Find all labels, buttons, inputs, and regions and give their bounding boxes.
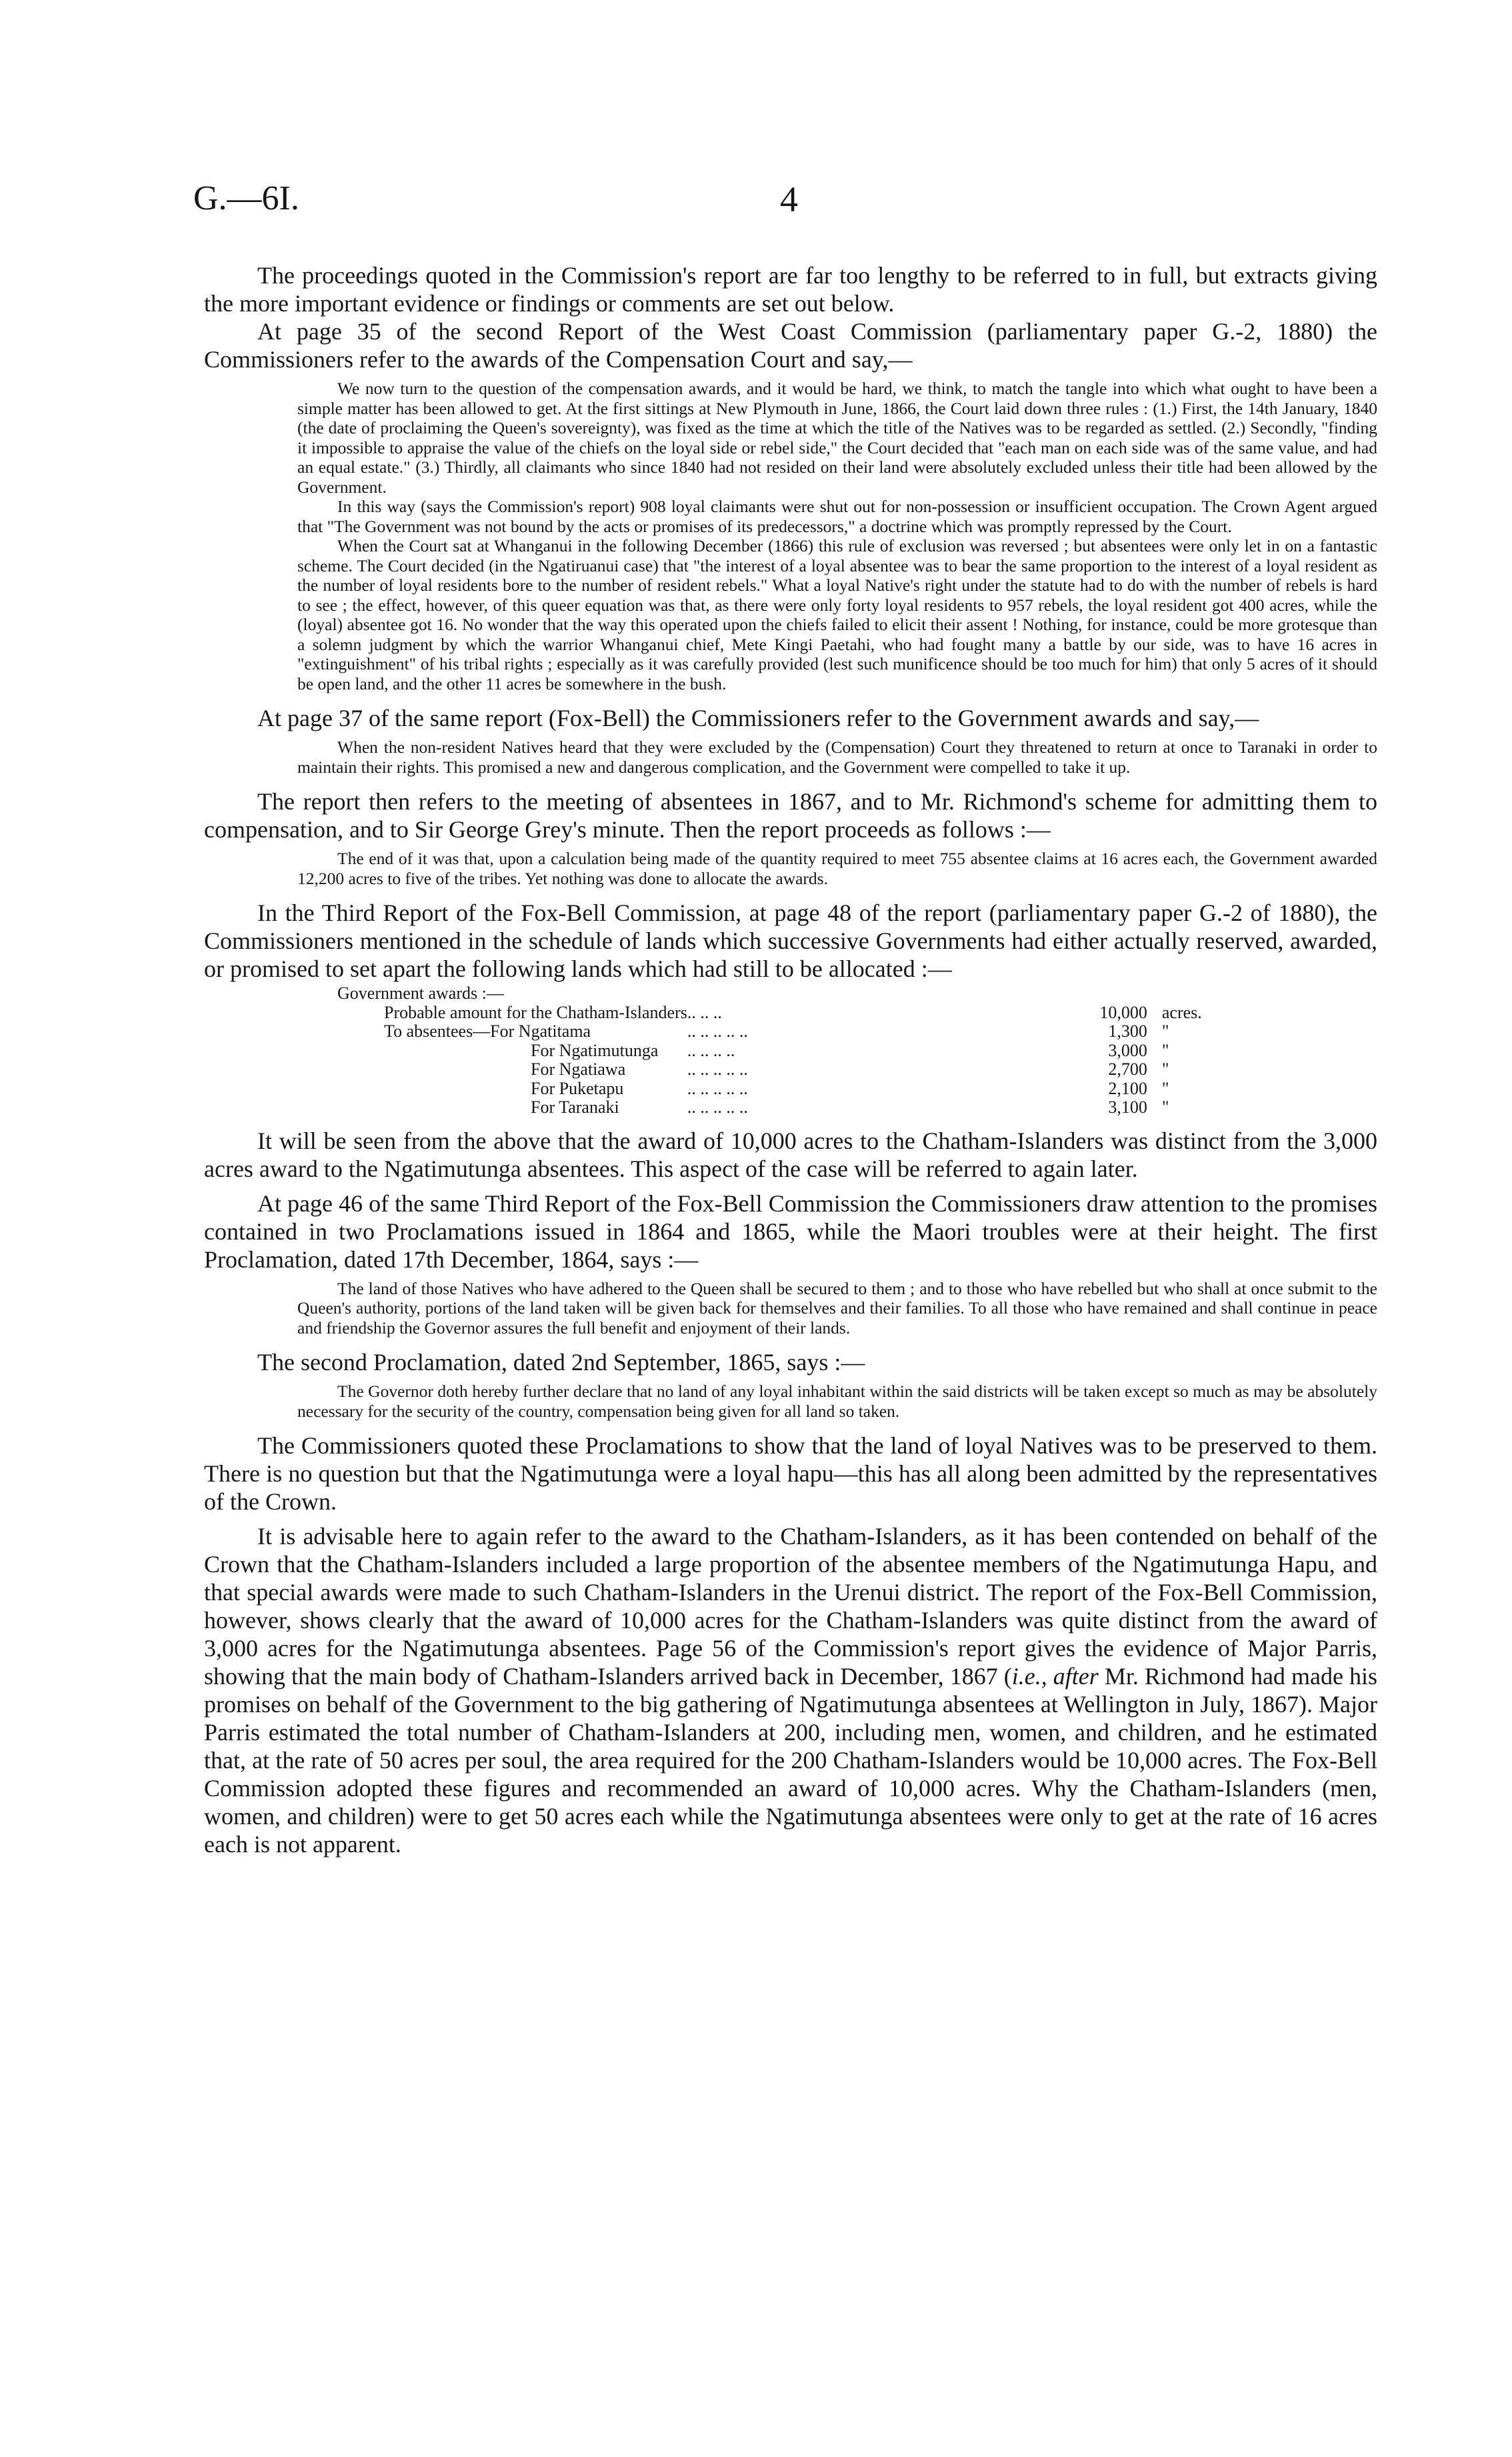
- award-value: 1,300: [1108, 1021, 1147, 1041]
- table-row: [337, 1079, 1222, 1099]
- page-header: [193, 179, 1393, 239]
- table-row: [337, 1041, 1222, 1061]
- leader-dots: .. .. .. .. ..: [687, 1097, 748, 1117]
- award-value: 3,000: [1108, 1040, 1147, 1060]
- leader-dots: .. .. .. .. ..: [687, 1059, 748, 1079]
- award-value: 2,700: [1108, 1059, 1147, 1079]
- text-run: Mr. Richmond had made his promises on behalf of the Government to the big gathering of Ngatimutunga absentees at Wellington in July, 1867). Major Parris estimated the total number of Chatham-Islanders at 200, including men, women, and children, and he estimated that, at the rate of 50 acres per soul, the area required for the 200 Chatham-Islanders would be 10,000 acres. The Fox-Bell Commission adopted these figures and recommended an award of 10,000 acres. Why the Chatham-Islanders (men, women, and children) were to get 50 acres each while the Ngatimutunga absentees were only to get at the rate of 16 acres each is not apparent.: [204, 1663, 1377, 1858]
- paragraph-second-proclamation: The second Proclamation, dated 2nd September, 1865, says :—: [257, 1349, 865, 1376]
- award-unit: ": [1161, 1021, 1169, 1041]
- award-label: Probable amount for the Chatham-Islanders: [384, 1002, 687, 1022]
- leader-dots: .. .. .. .. ..: [687, 1078, 748, 1098]
- award-value: 3,100: [1108, 1097, 1147, 1117]
- quote-non-resident-natives: When the non-resident Natives heard that they were excluded by the (Compensation) Court they threatened to return at once to Taranaki in order to maintain their rights. This promised a new and dangerous complication, and the Government were compelled to take it up.: [297, 737, 1377, 777]
- award-unit: ": [1161, 1097, 1169, 1117]
- award-label: For Ngatimutunga: [531, 1040, 659, 1060]
- page-number: 4: [780, 179, 798, 219]
- award-unit: ": [1161, 1040, 1169, 1060]
- document-id: G.—6I.: [193, 179, 299, 217]
- award-unit: ": [1161, 1078, 1169, 1098]
- table-row: [337, 1003, 1222, 1023]
- awards-heading-row: [337, 984, 1222, 1003]
- paragraph-loyal-hapu: The Commissioners quoted these Proclamations to show that the land of loyal Natives was to be preserved to them. There is no question but that the Ngatimutunga were a loyal hapu—this has all along been admitted by the representatives of the Crown.: [204, 1432, 1377, 1515]
- paragraph-distinct-award: It will be seen from the above that the award of 10,000 acres to the Chatham-Islanders was distinct from the 3,000 acres award to the Ngatimutunga absentees. This aspect of the case will be referred to again later.: [204, 1127, 1377, 1182]
- paragraph-third-report: In the Third Report of the Fox-Bell Commission, at page 48 of the report (parliamentary paper G.-2 of 1880), the Commissioners mentioned in the schedule of lands which successive Governments had either actually reserved, awarded, or promised to set apart the following lands which had still to be allocated :—: [204, 899, 1377, 982]
- quote-compensation-awards: We now turn to the question of the compensation awards, and it would be hard, we think, to match the tangle into which what ought to have been a simple matter has been allowed to get. At the first sittings at New Plymouth in June, 1866, the Court laid down three rules : (1.) First, the 14th January, 1840 (the date of proclaiming the Queen's sovereignty), was fixed as the time at which the title of the Natives was to be regarded as settled. (2.) Secondly, "finding it impossible to appraise the value of the chiefs on the loyal side or rebel side," the Court decided that "each man on each side was of the same value, and had an equal estate." (3.) Thirdly, all claimants who since 1840 had not resided on their land were absolutely excluded unless their title had been allowed by the Government.: [297, 379, 1377, 497]
- awards-heading: Government awards :—: [337, 983, 504, 1003]
- page-body: [204, 261, 1377, 1858]
- table-row: [337, 1022, 1222, 1041]
- award-value: 10,000: [1099, 1002, 1147, 1022]
- award-unit: acres.: [1161, 1002, 1202, 1022]
- awards-table: [337, 984, 1222, 1117]
- award-label: To absentees—For Ngatitama: [384, 1021, 591, 1041]
- leader-dots: .. .. .. .. ..: [687, 1021, 748, 1041]
- award-label: For Taranaki: [531, 1097, 619, 1117]
- paragraph-chatham-islanders: [204, 1522, 1377, 1858]
- quote-calculation: The end of it was that, upon a calculation being made of the quantity required to meet 755 absentee claims at 16 acres each, the Government awarded 12,200 acres to five of the tribes. Yet nothing was done to allocate the awards.: [297, 849, 1377, 888]
- award-unit: ": [1161, 1059, 1169, 1079]
- quote-first-proclamation: The land of those Natives who have adhered to the Queen shall be secured to them ; and to those who have rebelled but who shall at once submit to the Queen's authority, portions of the land taken will be given back for themselves and their families. To all those who have remained and shall continue in peace and friendship the Governor assures the full benefit and enjoyment of their lands.: [297, 1278, 1377, 1338]
- paragraph-fox-bell-page-37: At page 37 of the same report (Fox-Bell) the Commissioners refer to the Government awards and say,—: [257, 705, 1259, 731]
- paragraph-intro: The proceedings quoted in the Commission's report are far too lengthy to be referred to in full, but extracts giving the more important evidence or findings or comments are set out below.: [204, 262, 1377, 317]
- paragraph-absentees-meeting: The report then refers to the meeting of absentees in 1867, and to Mr. Richmond's scheme for admitting them to compensation, and to Sir George Grey's minute. Then the report proceeds as follows :—: [204, 788, 1377, 843]
- paragraph-proclamations: At page 46 of the same Third Report of the Fox-Bell Commission the Commissioners draw attention to the promises contained in two Proclamations issued in 1864 and 1865, while the Maori troubles were at their height. The first Proclamation, dated 17th December, 1864, says :—: [204, 1189, 1377, 1273]
- table-row: [337, 1098, 1222, 1117]
- table-row: [337, 1060, 1222, 1079]
- paragraph-west-coast-commission: At page 35 of the second Report of the West Coast Commission (parliamentary paper G.-2, 1880) the Commissioners refer to the awards of the Compensation Court and say,—: [204, 318, 1377, 373]
- award-label: For Puketapu: [531, 1078, 624, 1098]
- quote-whanganui-court: When the Court sat at Whanganui in the following December (1866) this rule of exclusion was reversed ; but absentees were only let in on a fantastic scheme. The Court decided (in the Ngatiruanui case) that "the interest of a loyal absentee was to bear the same proportion to the interest of a loyal resident as the number of loyal residents bore to the number of resident rebels." What a loyal Native's right under the statute had to do with the number of rebels is hard to see ; the effect, however, of this queer equation was that, as there were only forty loyal residents to 957 rebels, the loyal resident got 400 acres, while the (loyal) absentee got 16. No wonder that the way this operated upon the chiefs failed to elicit their assent ! Nothing, for instance, could be more grotesque than a solemn judgment by which the warrior Whanganui chief, Mete Kingi Paetahi, who had fought many a battle by our side, was to have 16 acres in "extinguishment" of his tribal rights ; especially as it was carefully provided (lest such munificence should be too much for him) that only 5 acres of it should be open land, and the other 11 acres be somewhere in the bush.: [297, 536, 1377, 693]
- quote-loyal-claimants: In this way (says the Commission's report) 908 loyal claimants were shut out for non-possession or insufficient occupation. The Crown Agent argued that "The Government was not bound by the acts or promises of its predecessors," a doctrine which was promptly repressed by the Court.: [297, 497, 1377, 536]
- award-value: 2,100: [1108, 1078, 1147, 1098]
- emphasis-text: i.e., after: [1011, 1663, 1099, 1690]
- text-run: It is advisable here to again refer to the award to the Chatham-Islanders, as it has been contended on behalf of the Crown that the Chatham-Islanders included a large proportion of the absentee members of the Ngatimutunga Hapu, and that special awards were made to such Chatham-Islanders in the Urenui district. The report of the Fox-Bell Commission, however, shows clearly that the award of 10,000 acres for the Chatham-Islanders was quite distinct from the award of 3,000 acres for the Ngatimutunga absentees. Page 56 of the Commission's report gives the evidence of Major Parris, showing that the main body of Chatham-Islanders arrived back in December, 1867 (: [204, 1523, 1377, 1690]
- award-label: For Ngatiawa: [531, 1059, 626, 1079]
- quote-second-proclamation: The Governor doth hereby further declare that no land of any loyal inhabitant within the said districts will be taken except so much as may be absolutely necessary for the security of the country, compensation being given for all land so taken.: [297, 1382, 1377, 1421]
- leader-dots: .. .. ..: [687, 1002, 722, 1022]
- leader-dots: .. .. .. ..: [687, 1040, 735, 1060]
